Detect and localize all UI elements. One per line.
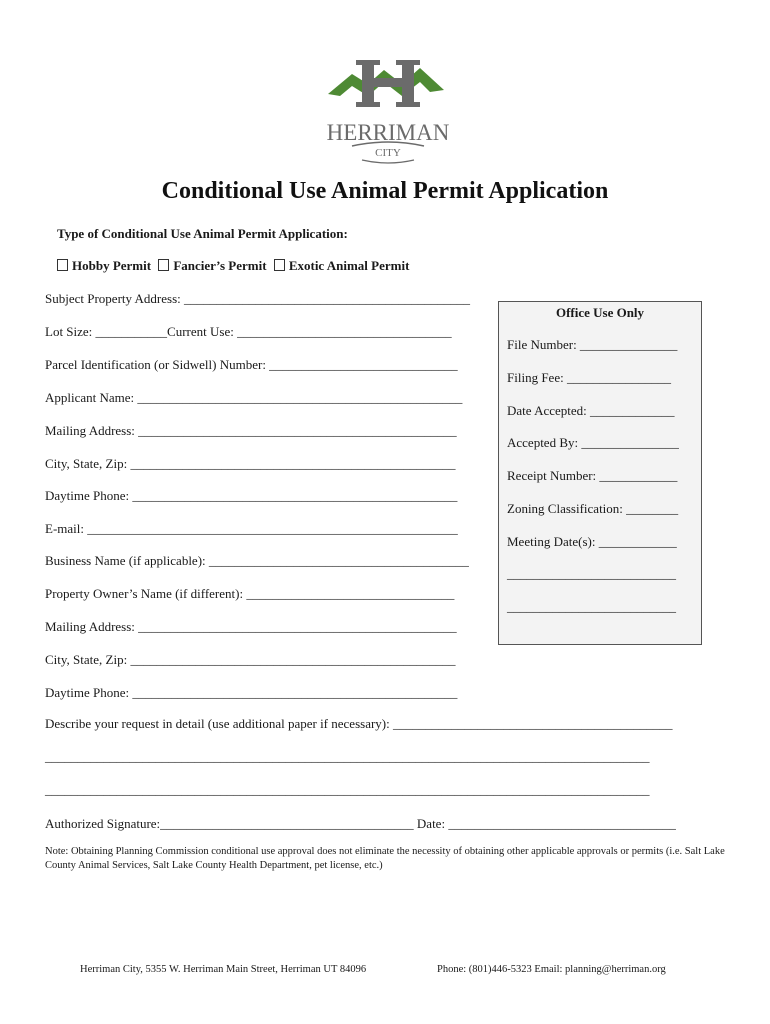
office-blank-line-1[interactable]: __________________________ bbox=[507, 566, 676, 581]
city-state-zip-field[interactable]: City, State, Zip: __________________________________________________ bbox=[45, 456, 456, 471]
mailing-address-field[interactable]: Mailing Address: _________________________________________________ bbox=[45, 423, 457, 438]
filing-fee-field[interactable]: Filing Fee: ________________ bbox=[507, 370, 671, 385]
permit-type-heading: Type of Conditional Use Animal Permit Application: bbox=[57, 226, 348, 241]
checkbox-icon bbox=[158, 259, 169, 271]
approval-note: Note: Obtaining Planning Commission conditional use approval does not eliminate the necessity of obtaining other applicable approvals or permits (i.e. Salt Lake County Animal Services, Salt Lake County Health Department, pet license, etc.) bbox=[45, 846, 725, 872]
office-use-only-box bbox=[498, 301, 702, 645]
owner-daytime-phone-field[interactable]: Daytime Phone: __________________________________________________ bbox=[45, 685, 458, 700]
logo-graphic bbox=[318, 52, 458, 170]
parcel-id-field[interactable]: Parcel Identification (or Sidwell) Number: _____________________________ bbox=[45, 357, 458, 372]
email-field[interactable]: E-mail: _________________________________________________________ bbox=[45, 521, 458, 536]
business-name-field[interactable]: Business Name (if applicable): ________________________________________ bbox=[45, 553, 469, 568]
owner-name-field[interactable]: Property Owner’s Name (if different): ________________________________ bbox=[45, 586, 455, 601]
lot-size-field[interactable]: Lot Size: ___________Current Use: _________________________________ bbox=[45, 324, 452, 339]
describe-request-field[interactable]: Describe your request in detail (use additional paper if necessary): ___________________________________________ bbox=[45, 716, 673, 731]
logo-wordmark: HERRIMAN bbox=[326, 120, 450, 145]
logo-h-bar bbox=[362, 78, 414, 87]
daytime-phone-field[interactable]: Daytime Phone: __________________________________________________ bbox=[45, 488, 458, 503]
owner-city-state-zip-field[interactable]: City, State, Zip: __________________________________________________ bbox=[45, 652, 456, 667]
page-title: Conditional Use Animal Permit Application bbox=[161, 178, 609, 204]
logo-subtext: CITY bbox=[375, 147, 401, 159]
exotic-animal-permit-checkbox[interactable]: Exotic Animal Permit bbox=[274, 258, 414, 273]
checkbox-icon bbox=[274, 259, 285, 271]
office-use-title: Office Use Only bbox=[555, 305, 645, 320]
date-accepted-field[interactable]: Date Accepted: _____________ bbox=[507, 403, 675, 418]
describe-line-2[interactable]: _____________________________________________________________________________________________ bbox=[45, 782, 650, 797]
meeting-dates-field[interactable]: Meeting Date(s): ____________ bbox=[507, 534, 677, 549]
owner-mailing-address-field[interactable]: Mailing Address: _________________________________________________ bbox=[45, 619, 457, 634]
footer-address: Herriman City, 5355 W. Herriman Main Street, Herriman UT 84096 bbox=[80, 964, 367, 975]
office-blank-line-2[interactable]: __________________________ bbox=[507, 599, 676, 614]
zoning-classification-field[interactable]: Zoning Classification: ________ bbox=[507, 501, 679, 516]
describe-line-1[interactable]: _____________________________________________________________________________________________ bbox=[45, 749, 650, 764]
subject-address-field[interactable]: Subject Property Address: ____________________________________________ bbox=[45, 291, 471, 306]
applicant-name-field[interactable]: Applicant Name: __________________________________________________ bbox=[45, 390, 463, 405]
footer-contact: Phone: (801)446-5323 Email: planning@herriman.org bbox=[437, 964, 666, 975]
hobby-permit-checkbox[interactable]: Hobby Permit bbox=[57, 258, 155, 273]
file-number-field[interactable]: File Number: _______________ bbox=[507, 337, 678, 352]
fanciers-permit-checkbox[interactable]: Fancier’s Permit bbox=[158, 258, 270, 273]
accepted-by-field[interactable]: Accepted By: _______________ bbox=[507, 435, 679, 450]
signature-date-field[interactable]: Authorized Signature:_______________________________________ Date: ___________________________________ bbox=[45, 816, 676, 831]
receipt-number-field[interactable]: Receipt Number: ____________ bbox=[507, 468, 678, 483]
permit-type-options bbox=[57, 258, 413, 274]
herriman-city-logo bbox=[318, 52, 458, 170]
checkbox-icon bbox=[57, 259, 68, 271]
